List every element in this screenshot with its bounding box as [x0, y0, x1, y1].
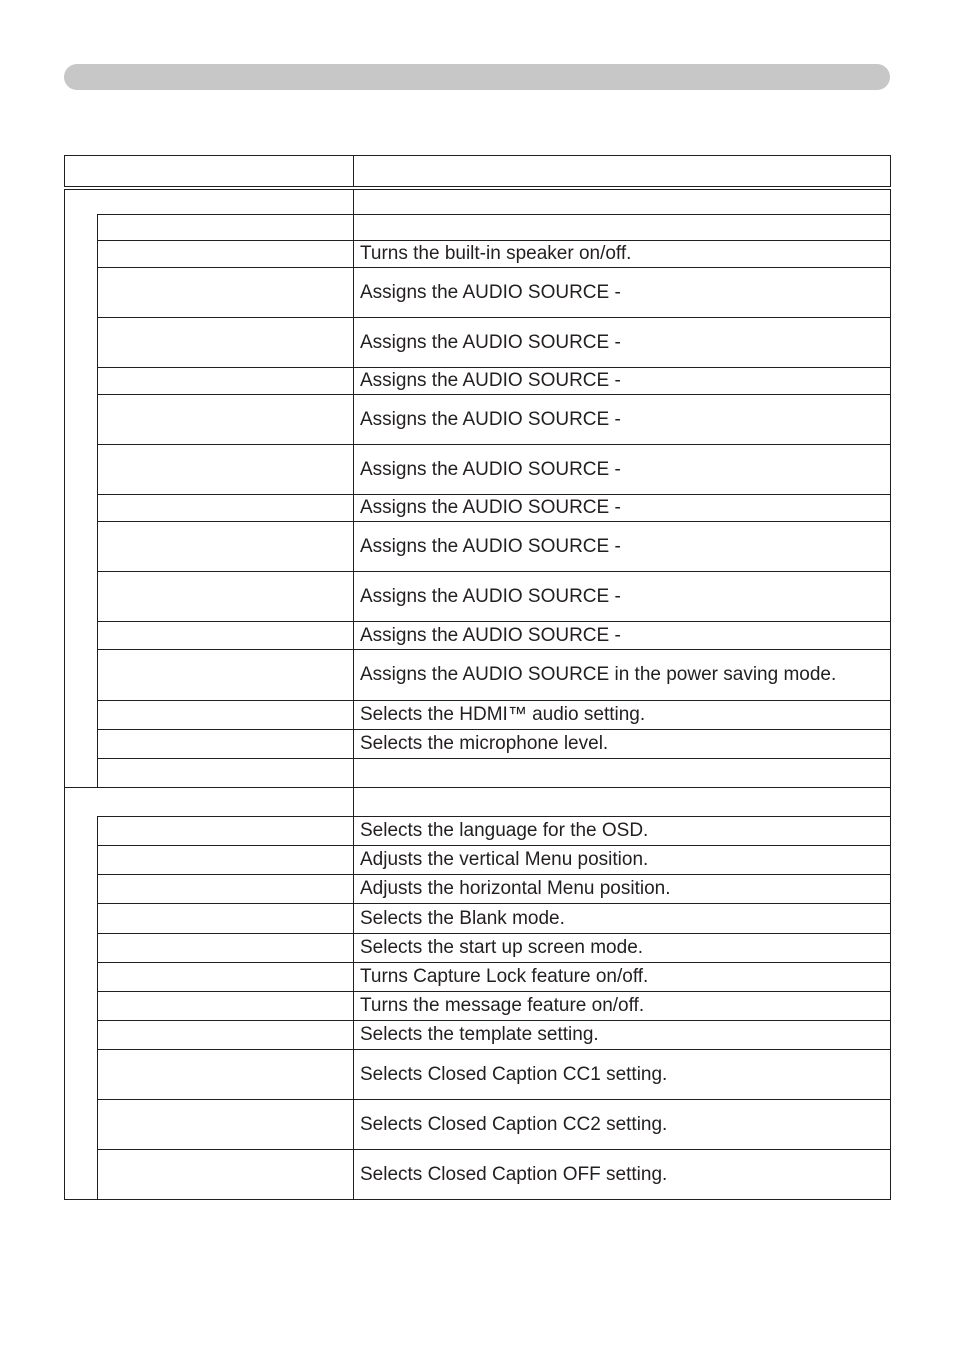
table-row	[65, 874, 891, 903]
item-label	[98, 367, 354, 394]
item-label	[98, 571, 354, 621]
item-label	[98, 758, 354, 787]
indent-gutter	[65, 214, 98, 240]
item-description: Assigns the AUDIO SOURCE -	[354, 444, 891, 494]
section-row	[65, 787, 891, 816]
item-description: Selects the language for the OSD.	[354, 816, 891, 845]
item-label	[98, 494, 354, 521]
item-description: Selects Closed Caption CC2 setting.	[354, 1099, 891, 1149]
section-description	[354, 787, 891, 816]
header-cell-item	[65, 156, 354, 189]
table-row	[65, 845, 891, 874]
table-row	[65, 816, 891, 845]
item-description: Selects Closed Caption CC1 setting.	[354, 1049, 891, 1099]
item-label	[98, 903, 354, 933]
item-description: Selects the HDMI™ audio setting.	[354, 700, 891, 729]
section-row	[65, 188, 891, 214]
section-description	[354, 188, 891, 214]
item-label	[98, 394, 354, 444]
table-row	[65, 1049, 891, 1099]
table-row	[65, 903, 891, 933]
indent-gutter	[65, 494, 98, 521]
item-label	[98, 874, 354, 903]
item-description: Turns the built-in speaker on/off.	[354, 240, 891, 267]
item-label	[98, 521, 354, 571]
indent-gutter	[65, 1099, 98, 1149]
indent-gutter	[65, 394, 98, 444]
indent-gutter	[65, 903, 98, 933]
item-description: Assigns the AUDIO SOURCE -	[354, 367, 891, 394]
indent-gutter	[65, 444, 98, 494]
item-label	[98, 444, 354, 494]
item-description: Selects the start up screen mode.	[354, 933, 891, 962]
item-description	[354, 214, 891, 240]
item-label	[98, 1099, 354, 1149]
item-label	[98, 1049, 354, 1099]
indent-gutter	[65, 816, 98, 845]
table-row	[65, 962, 891, 991]
header-cell-description	[354, 156, 891, 189]
item-description: Turns the message feature on/off.	[354, 991, 891, 1020]
indent-gutter	[65, 1020, 98, 1049]
indent-gutter	[65, 267, 98, 317]
table-row	[65, 1149, 891, 1199]
table-row	[65, 649, 891, 700]
indent-gutter	[65, 521, 98, 571]
table-row	[65, 214, 891, 240]
item-description: Assigns the AUDIO SOURCE -	[354, 571, 891, 621]
indent-gutter	[65, 240, 98, 267]
table-row	[65, 991, 891, 1020]
table-row	[65, 240, 891, 267]
table-row	[65, 571, 891, 621]
item-description: Adjusts the horizontal Menu position.	[354, 874, 891, 903]
item-description: Assigns the AUDIO SOURCE in the power saving mode.	[354, 649, 891, 700]
indent-gutter	[65, 758, 98, 787]
table-row	[65, 444, 891, 494]
item-label	[98, 1149, 354, 1199]
table-row	[65, 1099, 891, 1149]
table-row	[65, 729, 891, 758]
table-row	[65, 1020, 891, 1049]
table-row	[65, 933, 891, 962]
item-description: Assigns the AUDIO SOURCE -	[354, 494, 891, 521]
item-label	[98, 991, 354, 1020]
section-title	[65, 787, 354, 816]
item-label	[98, 1020, 354, 1049]
item-label	[98, 267, 354, 317]
indent-gutter	[65, 962, 98, 991]
table-row	[65, 317, 891, 367]
item-description: Assigns the AUDIO SOURCE -	[354, 317, 891, 367]
table-row	[65, 700, 891, 729]
section-title	[65, 188, 354, 214]
table-row	[65, 267, 891, 317]
item-description: Adjusts the vertical Menu position.	[354, 845, 891, 874]
table-row	[65, 758, 891, 787]
indent-gutter	[65, 367, 98, 394]
item-description: Assigns the AUDIO SOURCE -	[354, 621, 891, 649]
indent-gutter	[65, 845, 98, 874]
item-label	[98, 700, 354, 729]
header-bar	[64, 64, 890, 90]
item-description: Assigns the AUDIO SOURCE -	[354, 267, 891, 317]
item-description: Selects the template setting.	[354, 1020, 891, 1049]
item-description: Selects the microphone level.	[354, 729, 891, 758]
item-description: Assigns the AUDIO SOURCE -	[354, 394, 891, 444]
indent-gutter	[65, 317, 98, 367]
item-label	[98, 317, 354, 367]
indent-gutter	[65, 991, 98, 1020]
table-row	[65, 494, 891, 521]
table-row	[65, 621, 891, 649]
item-label	[98, 240, 354, 267]
indent-gutter	[65, 729, 98, 758]
item-description: Assigns the AUDIO SOURCE -	[354, 521, 891, 571]
settings-table	[64, 155, 891, 1200]
table-row	[65, 521, 891, 571]
indent-gutter	[65, 621, 98, 649]
item-description	[354, 758, 891, 787]
item-label	[98, 962, 354, 991]
item-label	[98, 214, 354, 240]
table-row	[65, 394, 891, 444]
item-label	[98, 729, 354, 758]
item-label	[98, 933, 354, 962]
indent-gutter	[65, 933, 98, 962]
table-header-row	[65, 156, 891, 189]
item-label	[98, 816, 354, 845]
indent-gutter	[65, 571, 98, 621]
indent-gutter	[65, 874, 98, 903]
item-label	[98, 649, 354, 700]
item-description: Turns Capture Lock feature on/off.	[354, 962, 891, 991]
item-description: Selects Closed Caption OFF setting.	[354, 1149, 891, 1199]
item-label	[98, 845, 354, 874]
item-label	[98, 621, 354, 649]
indent-gutter	[65, 700, 98, 729]
table-row	[65, 367, 891, 394]
indent-gutter	[65, 1149, 98, 1199]
indent-gutter	[65, 1049, 98, 1099]
indent-gutter	[65, 649, 98, 700]
item-description: Selects the Blank mode.	[354, 903, 891, 933]
